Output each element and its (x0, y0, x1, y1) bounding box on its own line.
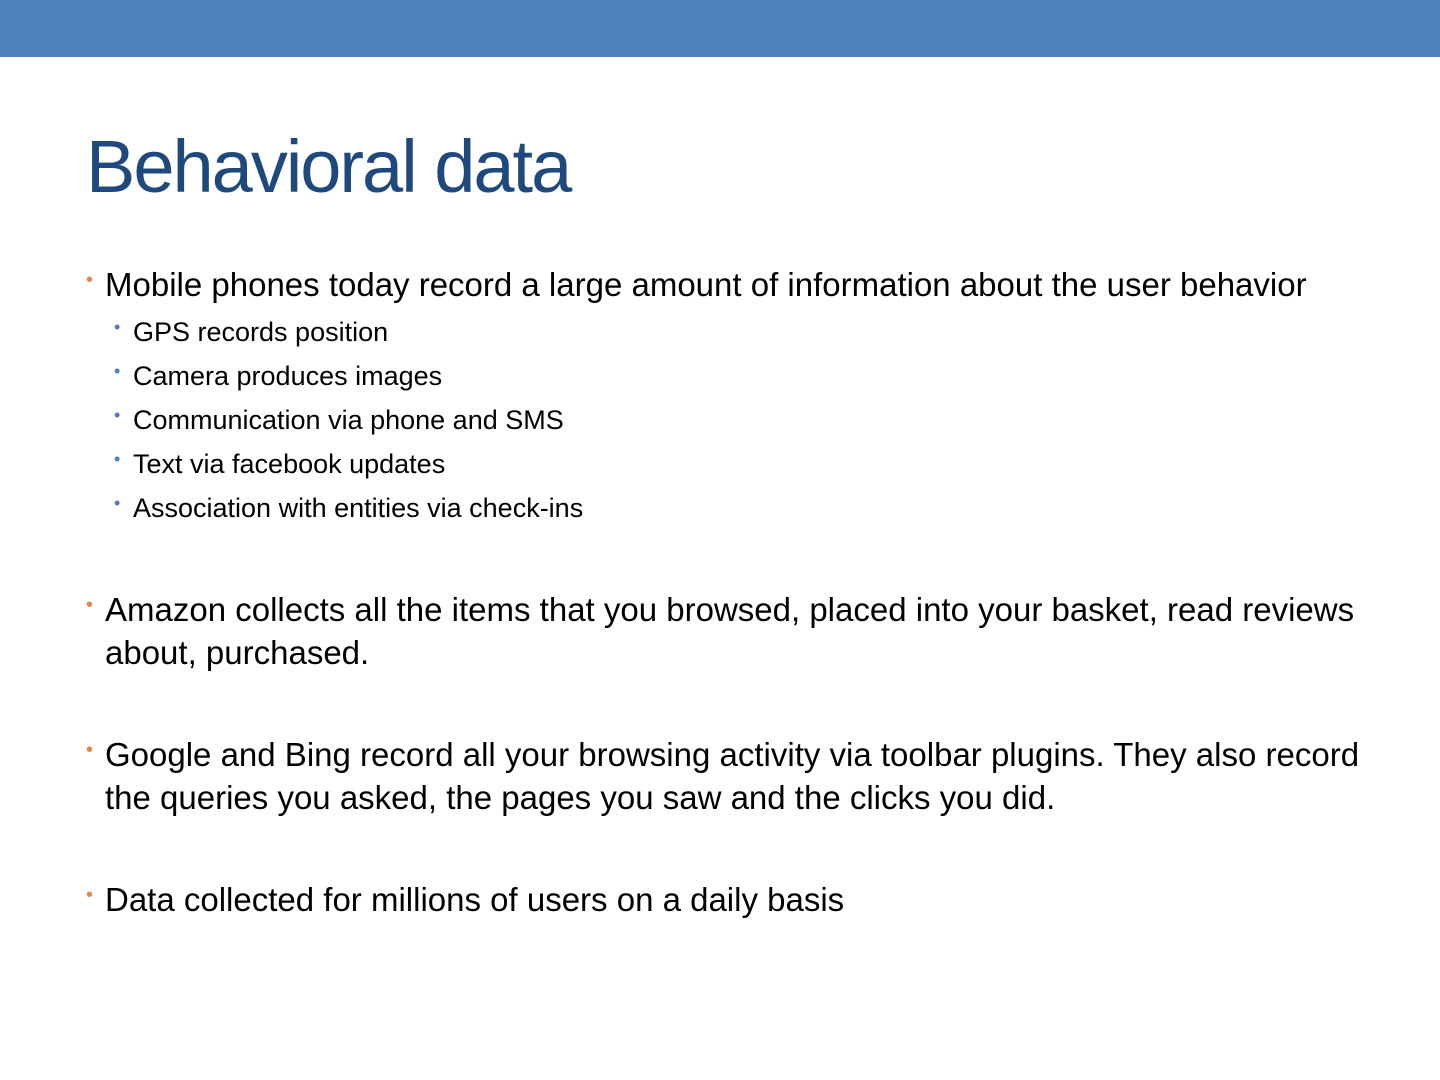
slide-title: Behavioral data (86, 125, 571, 208)
bullet-dot-icon: • (114, 361, 121, 381)
bullet-text: Data collected for millions of users on a daily basis (105, 881, 845, 918)
sub-bullet-list (86, 310, 1376, 530)
bullet-text: Mobile phones today record a large amount of information about the user behavior (105, 266, 1307, 303)
bullet-mobile-phones (86, 263, 1376, 306)
top-accent-bar (0, 0, 1440, 57)
bullet-dot-icon: • (86, 739, 94, 761)
bullet-dot-icon: • (114, 405, 121, 425)
bullet-amazon (86, 588, 1376, 674)
sub-bullet-check-ins (86, 486, 1376, 530)
bullet-dot-icon: • (114, 493, 121, 513)
bullet-text: Google and Bing record all your browsing activity via toolbar plugins. They also record the queries you asked, the pages you saw and the clicks you did. (105, 736, 1360, 816)
bullet-dot-icon: • (86, 884, 94, 906)
slide-content (86, 263, 1376, 921)
sub-bullet-text: GPS records position (133, 317, 389, 347)
bullet-data-collected (86, 878, 1376, 921)
bullet-dot-icon: • (114, 449, 121, 469)
sub-bullet-text-updates (86, 442, 1376, 486)
bullet-dot-icon: • (86, 594, 94, 616)
sub-bullet-gps (86, 310, 1376, 354)
sub-bullet-camera (86, 354, 1376, 398)
sub-bullet-text: Text via facebook updates (133, 449, 446, 479)
sub-bullet-text: Camera produces images (133, 361, 443, 391)
bullet-dot-icon: • (114, 317, 121, 337)
sub-bullet-communication (86, 398, 1376, 442)
sub-bullet-text: Association with entities via check-ins (133, 493, 584, 523)
bullet-dot-icon: • (86, 269, 94, 291)
bullet-text: Amazon collects all the items that you browsed, placed into your basket, read reviews about, purchased. (105, 591, 1355, 671)
bullet-google-bing (86, 733, 1376, 819)
sub-bullet-text: Communication via phone and SMS (133, 405, 564, 435)
